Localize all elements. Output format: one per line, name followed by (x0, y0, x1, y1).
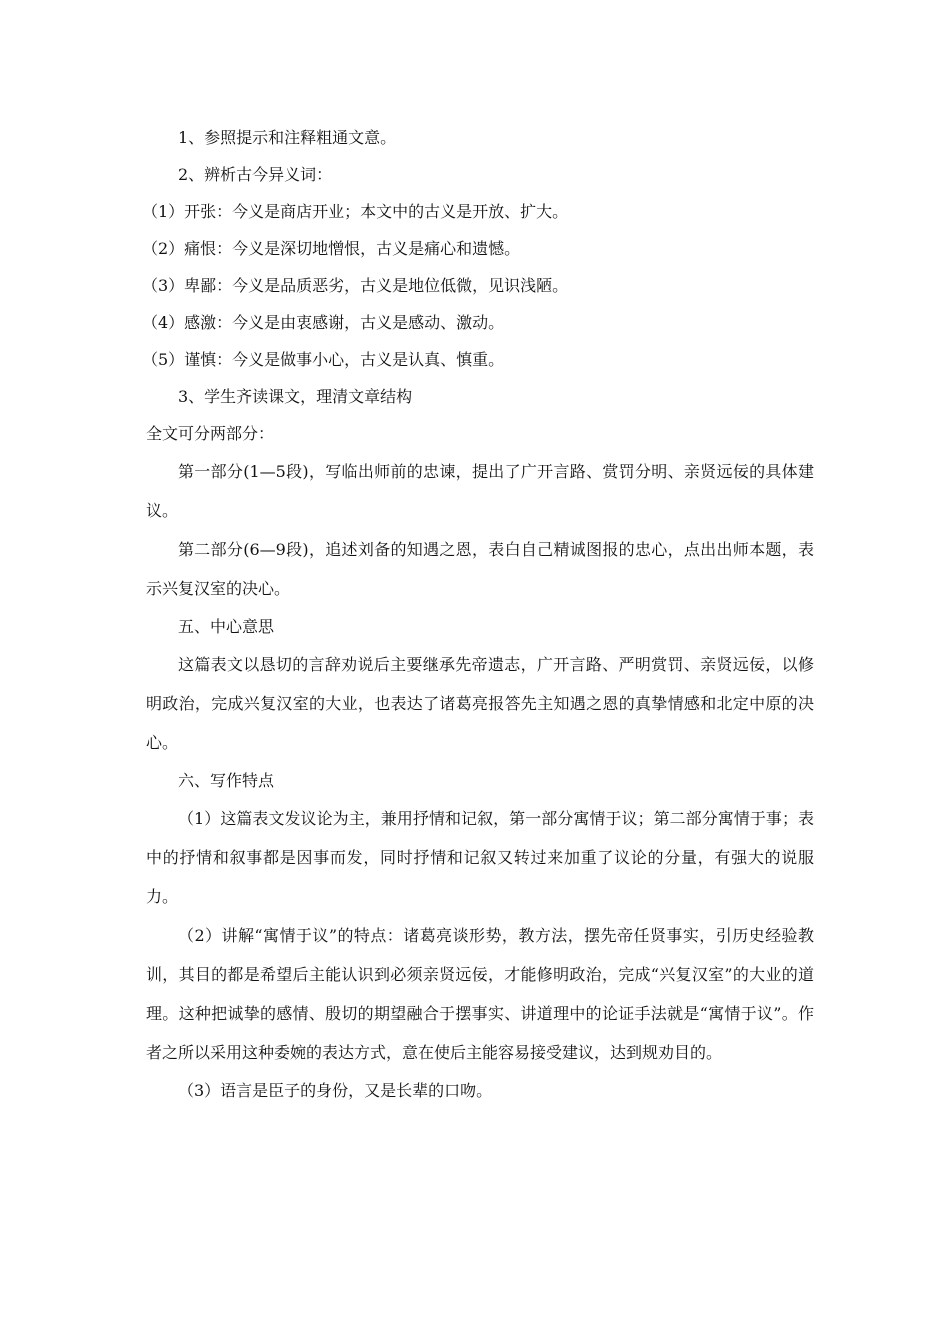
feature-3-paragraph: （3）语言是臣子的身份，又是长辈的口吻。 (178, 1081, 493, 1100)
center-idea-paragraph: 这篇表文以恳切的言辞劝说后主要继承先帝遗志，广开言路、严明赏罚、亲贤远佞，以修明政治，完成兴复汉室的大业，也表达了诸葛亮报答先主知遇之恩的真挚情感和北定中原的决心。 (146, 655, 814, 752)
section-heading-center-idea: 五、中心意思 (178, 617, 275, 636)
step-1: 1、参照提示和注释粗通文意。 (178, 128, 397, 147)
step-3: 3、学生齐读课文，理清文章结构 (178, 387, 413, 406)
word-item-3: （3）卑鄙：今义是品质恶劣，古义是地位低微，见识浅陋。 (142, 276, 569, 295)
word-item-4: （4）感激：今义是由衷感谢，古义是感动、激动。 (142, 313, 505, 332)
word-item-1: （1）开张：今义是商店开业；本文中的古义是开放、扩大。 (142, 202, 569, 221)
feature-1-paragraph: （1）这篇表文发议论为主，兼用抒情和记叙，第一部分寓情于议；第二部分寓情于事；表中的抒情和叙事都是因事而发，同时抒情和记叙又转过来加重了议论的分量，有强大的说服力。 (146, 809, 814, 906)
parts-intro: 全文可分两部分： (146, 424, 275, 443)
word-item-5: （5）谨慎：今义是做事小心，古义是认真、慎重。 (142, 350, 505, 369)
section-heading-writing-features: 六、写作特点 (178, 771, 275, 790)
feature-2-paragraph: （2）讲解“寓情于议”的特点：诸葛亮谈形势，教方法，摆先帝任贤事实，引历史经验教训，其目的都是希望后主能认识到必须亲贤远佞，才能修明政治，完成“兴复汉室”的大业的道理。这种把诚挚的感情、殷切的期望融合于摆事实、讲道理中的论证手法就是“寓情于议”。作者之所以采用这种委婉的表达方式，意在使后主能容易接受建议，达到规劝目的。 (146, 926, 814, 1062)
part-1-paragraph: 第一部分(1—5段)，写临出师前的忠谏，提出了广开言路、赏罚分明、亲贤远佞的具体建议。 (146, 462, 814, 520)
part-2-paragraph: 第二部分(6—9段)，追述刘备的知遇之恩，表白自己精诚图报的忠心，点出出师本题，表示兴复汉室的决心。 (146, 540, 814, 598)
step-2: 2、辨析古今异义词： (178, 165, 333, 184)
word-item-2: （2）痛恨：今义是深切地憎恨，古义是痛心和遗憾。 (142, 239, 521, 258)
document-body (142, 119, 814, 1109)
